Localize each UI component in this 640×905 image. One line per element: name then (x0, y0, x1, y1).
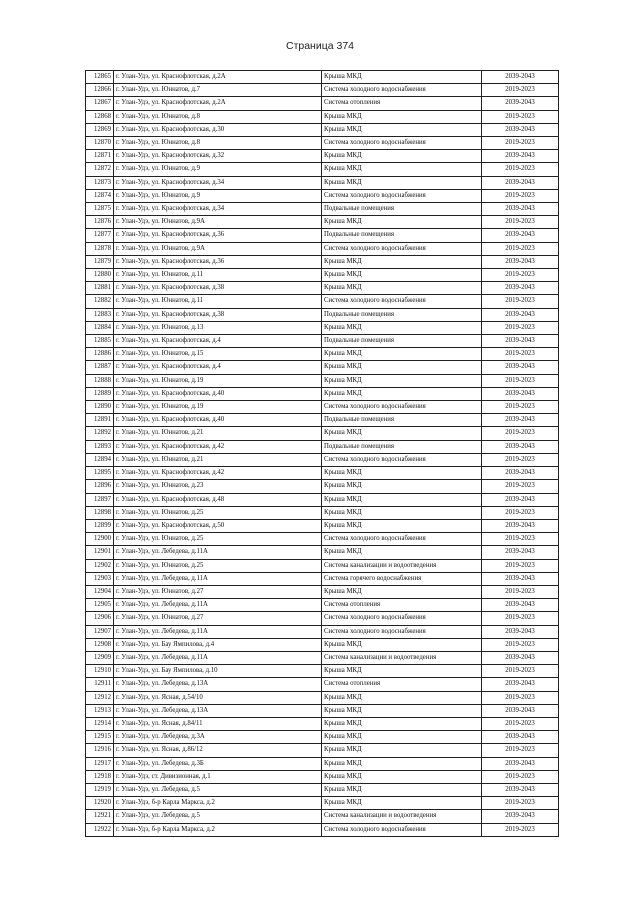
work-type-cell: Система канализации и водоотведения (322, 651, 482, 664)
table-row (86, 387, 559, 400)
row-number: 12878 (86, 242, 114, 255)
table-row (86, 638, 559, 651)
period-cell: 2019-2023 (482, 797, 559, 810)
work-type-cell: Крыша МКД (322, 506, 482, 519)
address-cell: г. Улан-Удэ, ул. Бау Ямпилова, д.10 (114, 665, 322, 678)
address-cell: г. Улан-Удэ, ул. Юннатов, д.7 (114, 84, 322, 97)
table-body (86, 71, 559, 837)
row-number: 12893 (86, 440, 114, 453)
row-number: 12914 (86, 717, 114, 730)
address-cell: г. Улан-Удэ, ул. Юннатов, д.9 (114, 163, 322, 176)
table-row (86, 348, 559, 361)
row-number: 12922 (86, 823, 114, 836)
table-row (86, 401, 559, 414)
address-cell: г. Улан-Удэ, ул. Краснофлотская, д.4 (114, 361, 322, 374)
address-cell: г. Улан-Удэ, ул. Юннатов, д.15 (114, 348, 322, 361)
address-cell: г. Улан-Удэ, ул. Краснофлотская, д.30 (114, 123, 322, 136)
address-cell: г. Улан-Удэ, ул. Юннатов, д.9А (114, 216, 322, 229)
period-cell: 2019-2023 (482, 427, 559, 440)
address-cell: г. Улан-Удэ, ул. Лебедева, д.13А (114, 678, 322, 691)
address-cell: г. Улан-Удэ, ул. Лебедева, д.5 (114, 810, 322, 823)
table-row (86, 533, 559, 546)
work-type-cell: Крыша МКД (322, 163, 482, 176)
work-type-cell: Крыша МКД (322, 731, 482, 744)
work-type-cell: Крыша МКД (322, 585, 482, 598)
period-cell: 2019-2023 (482, 585, 559, 598)
address-cell: г. Улан-Удэ, ул. Юннатов, д.13 (114, 321, 322, 334)
work-type-cell: Крыша МКД (322, 176, 482, 189)
address-cell: г. Улан-Удэ, ст. Дивизионная, д.1 (114, 770, 322, 783)
period-cell: 2039-2043 (482, 572, 559, 585)
row-number: 12915 (86, 731, 114, 744)
table-row (86, 770, 559, 783)
address-cell: г. Улан-Удэ, ул. Юннатов, д.25 (114, 533, 322, 546)
row-number: 12873 (86, 176, 114, 189)
table-row (86, 453, 559, 466)
period-cell: 2019-2023 (482, 374, 559, 387)
work-type-cell: Крыша МКД (322, 71, 482, 84)
row-number: 12909 (86, 651, 114, 664)
table-row (86, 559, 559, 572)
address-cell: г. Улан-Удэ, ул. Краснофлотская, д.48 (114, 493, 322, 506)
work-type-cell: Крыша МКД (322, 123, 482, 136)
period-cell: 2019-2023 (482, 770, 559, 783)
work-type-cell: Система холодного водоснабжения (322, 612, 482, 625)
work-type-cell: Система холодного водоснабжения (322, 823, 482, 836)
table-row (86, 189, 559, 202)
address-cell: г. Улан-Удэ, ул. Лебедева, д.11А (114, 546, 322, 559)
period-cell: 2039-2043 (482, 651, 559, 664)
table-row (86, 216, 559, 229)
work-type-cell: Крыша МКД (322, 638, 482, 651)
work-type-cell: Крыша МКД (322, 361, 482, 374)
table-row (86, 176, 559, 189)
address-cell: г. Улан-Удэ, ул. Юннатов, д.9А (114, 242, 322, 255)
period-cell: 2019-2023 (482, 665, 559, 678)
row-number: 12919 (86, 783, 114, 796)
row-number: 12913 (86, 704, 114, 717)
table-row (86, 361, 559, 374)
period-cell: 2019-2023 (482, 453, 559, 466)
work-type-cell: Крыша МКД (322, 757, 482, 770)
table-row (86, 585, 559, 598)
row-number: 12905 (86, 599, 114, 612)
address-cell: г. Улан-Удэ, ул. Юннатов, д.21 (114, 453, 322, 466)
row-number: 12897 (86, 493, 114, 506)
work-type-cell: Крыша МКД (322, 691, 482, 704)
table-row (86, 823, 559, 836)
table-row (86, 704, 559, 717)
row-number: 12899 (86, 519, 114, 532)
period-cell: 2019-2023 (482, 295, 559, 308)
period-cell: 2019-2023 (482, 612, 559, 625)
work-type-cell: Крыша МКД (322, 665, 482, 678)
period-cell: 2019-2023 (482, 84, 559, 97)
row-number: 12869 (86, 123, 114, 136)
period-cell: 2039-2043 (482, 229, 559, 242)
work-type-cell: Крыша МКД (322, 216, 482, 229)
table-row (86, 427, 559, 440)
table-row (86, 414, 559, 427)
address-cell: г. Улан-Удэ, ул. Юннатов, д.23 (114, 480, 322, 493)
table-row (86, 308, 559, 321)
row-number: 12908 (86, 638, 114, 651)
address-cell: г. Улан-Удэ, ул. Краснофлотская, д.34 (114, 176, 322, 189)
row-number: 12886 (86, 348, 114, 361)
address-cell: г. Улан-Удэ, ул. Юннатов, д.25 (114, 506, 322, 519)
work-type-cell: Подвальные помещения (322, 335, 482, 348)
period-cell: 2039-2043 (482, 625, 559, 638)
work-type-cell: Крыша МКД (322, 480, 482, 493)
work-type-cell: Система канализации и водоотведения (322, 810, 482, 823)
address-cell: г. Улан-Удэ, б-р Карла Маркса, д.2 (114, 797, 322, 810)
period-cell: 2039-2043 (482, 810, 559, 823)
period-cell: 2039-2043 (482, 97, 559, 110)
address-cell: г. Улан-Удэ, ул. Краснофлотская, д.36 (114, 255, 322, 268)
address-cell: г. Улан-Удэ, ул. Лебедева, д.5 (114, 783, 322, 796)
row-number: 12879 (86, 255, 114, 268)
row-number: 12884 (86, 321, 114, 334)
address-cell: г. Улан-Удэ, ул. Лебедева, д.11А (114, 651, 322, 664)
table-row (86, 731, 559, 744)
period-cell: 2019-2023 (482, 189, 559, 202)
table-row (86, 467, 559, 480)
table-row (86, 110, 559, 123)
work-type-cell: Крыша МКД (322, 744, 482, 757)
address-cell: г. Улан-Удэ, ул. Краснофлотская, д.2А (114, 97, 322, 110)
row-number: 12877 (86, 229, 114, 242)
address-cell: г. Улан-Удэ, ул. Юннатов, д.19 (114, 374, 322, 387)
period-cell: 2019-2023 (482, 137, 559, 150)
address-cell: г. Улан-Удэ, ул. Краснофлотская, д.2А (114, 71, 322, 84)
table-row (86, 480, 559, 493)
period-cell: 2039-2043 (482, 203, 559, 216)
period-cell: 2039-2043 (482, 387, 559, 400)
work-type-cell: Система холодного водоснабжения (322, 242, 482, 255)
row-number: 12900 (86, 533, 114, 546)
table-row (86, 757, 559, 770)
work-type-cell: Крыша МКД (322, 467, 482, 480)
period-cell: 2019-2023 (482, 533, 559, 546)
period-cell: 2019-2023 (482, 348, 559, 361)
period-cell: 2019-2023 (482, 559, 559, 572)
row-number: 12921 (86, 810, 114, 823)
work-type-cell: Система холодного водоснабжения (322, 137, 482, 150)
address-cell: г. Улан-Удэ, ул. Лебедева, д.11А (114, 572, 322, 585)
row-number: 12874 (86, 189, 114, 202)
row-number: 12889 (86, 387, 114, 400)
period-cell: 2019-2023 (482, 216, 559, 229)
address-cell: г. Улан-Удэ, ул. Краснофлотская, д.42 (114, 440, 322, 453)
table-row (86, 612, 559, 625)
table-row (86, 691, 559, 704)
row-number: 12902 (86, 559, 114, 572)
row-number: 12883 (86, 308, 114, 321)
address-cell: г. Улан-Удэ, ул. Юннатов, д.8 (114, 137, 322, 150)
work-type-cell: Крыша МКД (322, 269, 482, 282)
work-type-cell: Крыша МКД (322, 546, 482, 559)
period-cell: 2019-2023 (482, 506, 559, 519)
period-cell: 2039-2043 (482, 493, 559, 506)
row-number: 12872 (86, 163, 114, 176)
table-row (86, 123, 559, 136)
row-number: 12917 (86, 757, 114, 770)
address-cell: г. Улан-Удэ, ул. Лебедева, д.13А (114, 704, 322, 717)
table-row (86, 137, 559, 150)
table-row (86, 506, 559, 519)
row-number: 12887 (86, 361, 114, 374)
period-cell: 2039-2043 (482, 704, 559, 717)
period-cell: 2019-2023 (482, 269, 559, 282)
table-row (86, 519, 559, 532)
table-row (86, 678, 559, 691)
period-cell: 2039-2043 (482, 783, 559, 796)
row-number: 12911 (86, 678, 114, 691)
row-number: 12892 (86, 427, 114, 440)
work-type-cell: Система горячего водоснабжения (322, 572, 482, 585)
period-cell: 2039-2043 (482, 71, 559, 84)
work-type-cell: Подвальные помещения (322, 203, 482, 216)
period-cell: 2019-2023 (482, 691, 559, 704)
address-cell: г. Улан-Удэ, ул. Юннатов, д.27 (114, 612, 322, 625)
table-row (86, 625, 559, 638)
work-type-cell: Подвальные помещения (322, 414, 482, 427)
row-number: 12891 (86, 414, 114, 427)
table-row (86, 229, 559, 242)
row-number: 12894 (86, 453, 114, 466)
table-row (86, 810, 559, 823)
period-cell: 2039-2043 (482, 335, 559, 348)
period-cell: 2039-2043 (482, 731, 559, 744)
address-cell: г. Улан-Удэ, ул. Юннатов, д.21 (114, 427, 322, 440)
work-type-cell: Крыша МКД (322, 321, 482, 334)
address-cell: г. Улан-Удэ, ул. Юннатов, д.19 (114, 401, 322, 414)
address-cell: г. Улан-Удэ, ул. Юннатов, д.9 (114, 189, 322, 202)
work-type-cell: Крыша МКД (322, 282, 482, 295)
work-type-cell: Система холодного водоснабжения (322, 401, 482, 414)
table-row (86, 203, 559, 216)
period-cell: 2039-2043 (482, 308, 559, 321)
table-row (86, 374, 559, 387)
address-cell: г. Улан-Удэ, ул. Юннатов, д.8 (114, 110, 322, 123)
work-type-cell: Крыша МКД (322, 150, 482, 163)
work-type-cell: Крыша МКД (322, 783, 482, 796)
table-row (86, 744, 559, 757)
row-number: 12875 (86, 203, 114, 216)
row-number: 12912 (86, 691, 114, 704)
table-row (86, 269, 559, 282)
period-cell: 2019-2023 (482, 638, 559, 651)
work-type-cell: Система холодного водоснабжения (322, 533, 482, 546)
table-row (86, 242, 559, 255)
work-type-cell: Крыша МКД (322, 519, 482, 532)
row-number: 12866 (86, 84, 114, 97)
work-type-cell: Крыша МКД (322, 110, 482, 123)
row-number: 12890 (86, 401, 114, 414)
period-cell: 2019-2023 (482, 823, 559, 836)
work-type-cell: Подвальные помещения (322, 308, 482, 321)
row-number: 12870 (86, 137, 114, 150)
row-number: 12901 (86, 546, 114, 559)
row-number: 12868 (86, 110, 114, 123)
table-row (86, 546, 559, 559)
table-row (86, 282, 559, 295)
row-number: 12910 (86, 665, 114, 678)
table-row (86, 150, 559, 163)
table-row (86, 84, 559, 97)
row-number: 12906 (86, 612, 114, 625)
period-cell: 2039-2043 (482, 467, 559, 480)
row-number: 12880 (86, 269, 114, 282)
work-type-cell: Крыша МКД (322, 387, 482, 400)
period-cell: 2039-2043 (482, 361, 559, 374)
work-type-cell: Крыша МКД (322, 348, 482, 361)
work-type-cell: Система отопления (322, 97, 482, 110)
period-cell: 2039-2043 (482, 176, 559, 189)
work-type-cell: Крыша МКД (322, 770, 482, 783)
period-cell: 2039-2043 (482, 123, 559, 136)
work-type-cell: Крыша МКД (322, 704, 482, 717)
address-cell: г. Улан-Удэ, ул. Ясная, д.54/10 (114, 691, 322, 704)
work-type-cell: Крыша МКД (322, 797, 482, 810)
period-cell: 2039-2043 (482, 519, 559, 532)
table-row (86, 797, 559, 810)
work-type-cell: Система холодного водоснабжения (322, 84, 482, 97)
address-cell: г. Улан-Удэ, ул. Бау Ямпилова, д.4 (114, 638, 322, 651)
row-number: 12896 (86, 480, 114, 493)
table-row (86, 599, 559, 612)
address-cell: г. Улан-Удэ, ул. Юннатов, д.11 (114, 269, 322, 282)
row-number: 12895 (86, 467, 114, 480)
table-row (86, 255, 559, 268)
work-type-cell: Крыша МКД (322, 717, 482, 730)
row-number: 12876 (86, 216, 114, 229)
address-cell: г. Улан-Удэ, ул. Ясная, д.84/11 (114, 717, 322, 730)
work-type-cell: Система холодного водоснабжения (322, 453, 482, 466)
period-cell: 2019-2023 (482, 401, 559, 414)
work-type-cell: Крыша МКД (322, 427, 482, 440)
period-cell: 2019-2023 (482, 744, 559, 757)
work-type-cell: Подвальные помещения (322, 229, 482, 242)
period-cell: 2019-2023 (482, 717, 559, 730)
period-cell: 2039-2043 (482, 599, 559, 612)
row-number: 12898 (86, 506, 114, 519)
address-cell: г. Улан-Удэ, ул. Краснофлотская, д.36 (114, 229, 322, 242)
period-cell: 2019-2023 (482, 242, 559, 255)
address-cell: г. Улан-Удэ, ул. Краснофлотская, д.38 (114, 308, 322, 321)
table-row (86, 572, 559, 585)
table-row (86, 440, 559, 453)
period-cell: 2019-2023 (482, 321, 559, 334)
address-cell: г. Улан-Удэ, ул. Краснофлотская, д.38 (114, 282, 322, 295)
table-row (86, 651, 559, 664)
table-row (86, 335, 559, 348)
address-cell: г. Улан-Удэ, ул. Краснофлотская, д.34 (114, 203, 322, 216)
period-cell: 2039-2043 (482, 282, 559, 295)
row-number: 12871 (86, 150, 114, 163)
address-cell: г. Улан-Удэ, ул. Юннатов, д.27 (114, 585, 322, 598)
work-type-cell: Система холодного водоснабжения (322, 625, 482, 638)
address-cell: г. Улан-Удэ, ул. Лебедева, д.3А (114, 731, 322, 744)
table-row (86, 783, 559, 796)
table-row (86, 163, 559, 176)
row-number: 12907 (86, 625, 114, 638)
repair-schedule-table (85, 70, 559, 837)
row-number: 12918 (86, 770, 114, 783)
period-cell: 2039-2043 (482, 678, 559, 691)
work-type-cell: Система холодного водоснабжения (322, 189, 482, 202)
row-number: 12867 (86, 97, 114, 110)
table-row (86, 717, 559, 730)
table-row (86, 97, 559, 110)
page-number-label: Страница 374 (285, 40, 355, 52)
table-row (86, 71, 559, 84)
address-cell: г. Улан-Удэ, ул. Краснофлотская, д.40 (114, 414, 322, 427)
table-row (86, 493, 559, 506)
address-cell: г. Улан-Удэ, ул. Краснофлотская, д.40 (114, 387, 322, 400)
address-cell: г. Улан-Удэ, ул. Лебедева, д.11А (114, 625, 322, 638)
address-cell: г. Улан-Удэ, ул. Юннатов, д.11 (114, 295, 322, 308)
address-cell: г. Улан-Удэ, ул. Краснофлотская, д.4 (114, 335, 322, 348)
period-cell: 2019-2023 (482, 480, 559, 493)
work-type-cell: Система холодного водоснабжения (322, 295, 482, 308)
table-row (86, 665, 559, 678)
row-number: 12904 (86, 585, 114, 598)
address-cell: г. Улан-Удэ, ул. Лебедева, д.3Б (114, 757, 322, 770)
address-cell: г. Улан-Удэ, ул. Ясная, д.86/12 (114, 744, 322, 757)
table-row (86, 321, 559, 334)
row-number: 12903 (86, 572, 114, 585)
period-cell: 2039-2043 (482, 546, 559, 559)
page-header (0, 40, 640, 52)
row-number: 12882 (86, 295, 114, 308)
address-cell: г. Улан-Удэ, ул. Краснофлотская, д.50 (114, 519, 322, 532)
period-cell: 2039-2043 (482, 255, 559, 268)
work-type-cell: Система канализации и водоотведения (322, 559, 482, 572)
row-number: 12865 (86, 71, 114, 84)
period-cell: 2039-2043 (482, 414, 559, 427)
address-cell: г. Улан-Удэ, ул. Юннатов, д.25 (114, 559, 322, 572)
work-type-cell: Крыша МКД (322, 255, 482, 268)
row-number: 12920 (86, 797, 114, 810)
row-number: 12885 (86, 335, 114, 348)
address-cell: г. Улан-Удэ, ул. Краснофлотская, д.32 (114, 150, 322, 163)
work-type-cell: Система отопления (322, 599, 482, 612)
address-cell: г. Улан-Удэ, ул. Краснофлотская, д.42 (114, 467, 322, 480)
period-cell: 2019-2023 (482, 110, 559, 123)
work-type-cell: Крыша МКД (322, 374, 482, 387)
table-row (86, 295, 559, 308)
period-cell: 2039-2043 (482, 150, 559, 163)
address-cell: г. Улан-Удэ, ул. Лебедева, д.11А (114, 599, 322, 612)
work-type-cell: Крыша МКД (322, 493, 482, 506)
row-number: 12881 (86, 282, 114, 295)
period-cell: 2039-2043 (482, 757, 559, 770)
address-cell: г. Улан-Удэ, б-р Карла Маркса, д.2 (114, 823, 322, 836)
work-type-cell: Система отопления (322, 678, 482, 691)
work-type-cell: Подвальные помещения (322, 440, 482, 453)
period-cell: 2019-2023 (482, 163, 559, 176)
period-cell: 2039-2043 (482, 440, 559, 453)
row-number: 12916 (86, 744, 114, 757)
row-number: 12888 (86, 374, 114, 387)
